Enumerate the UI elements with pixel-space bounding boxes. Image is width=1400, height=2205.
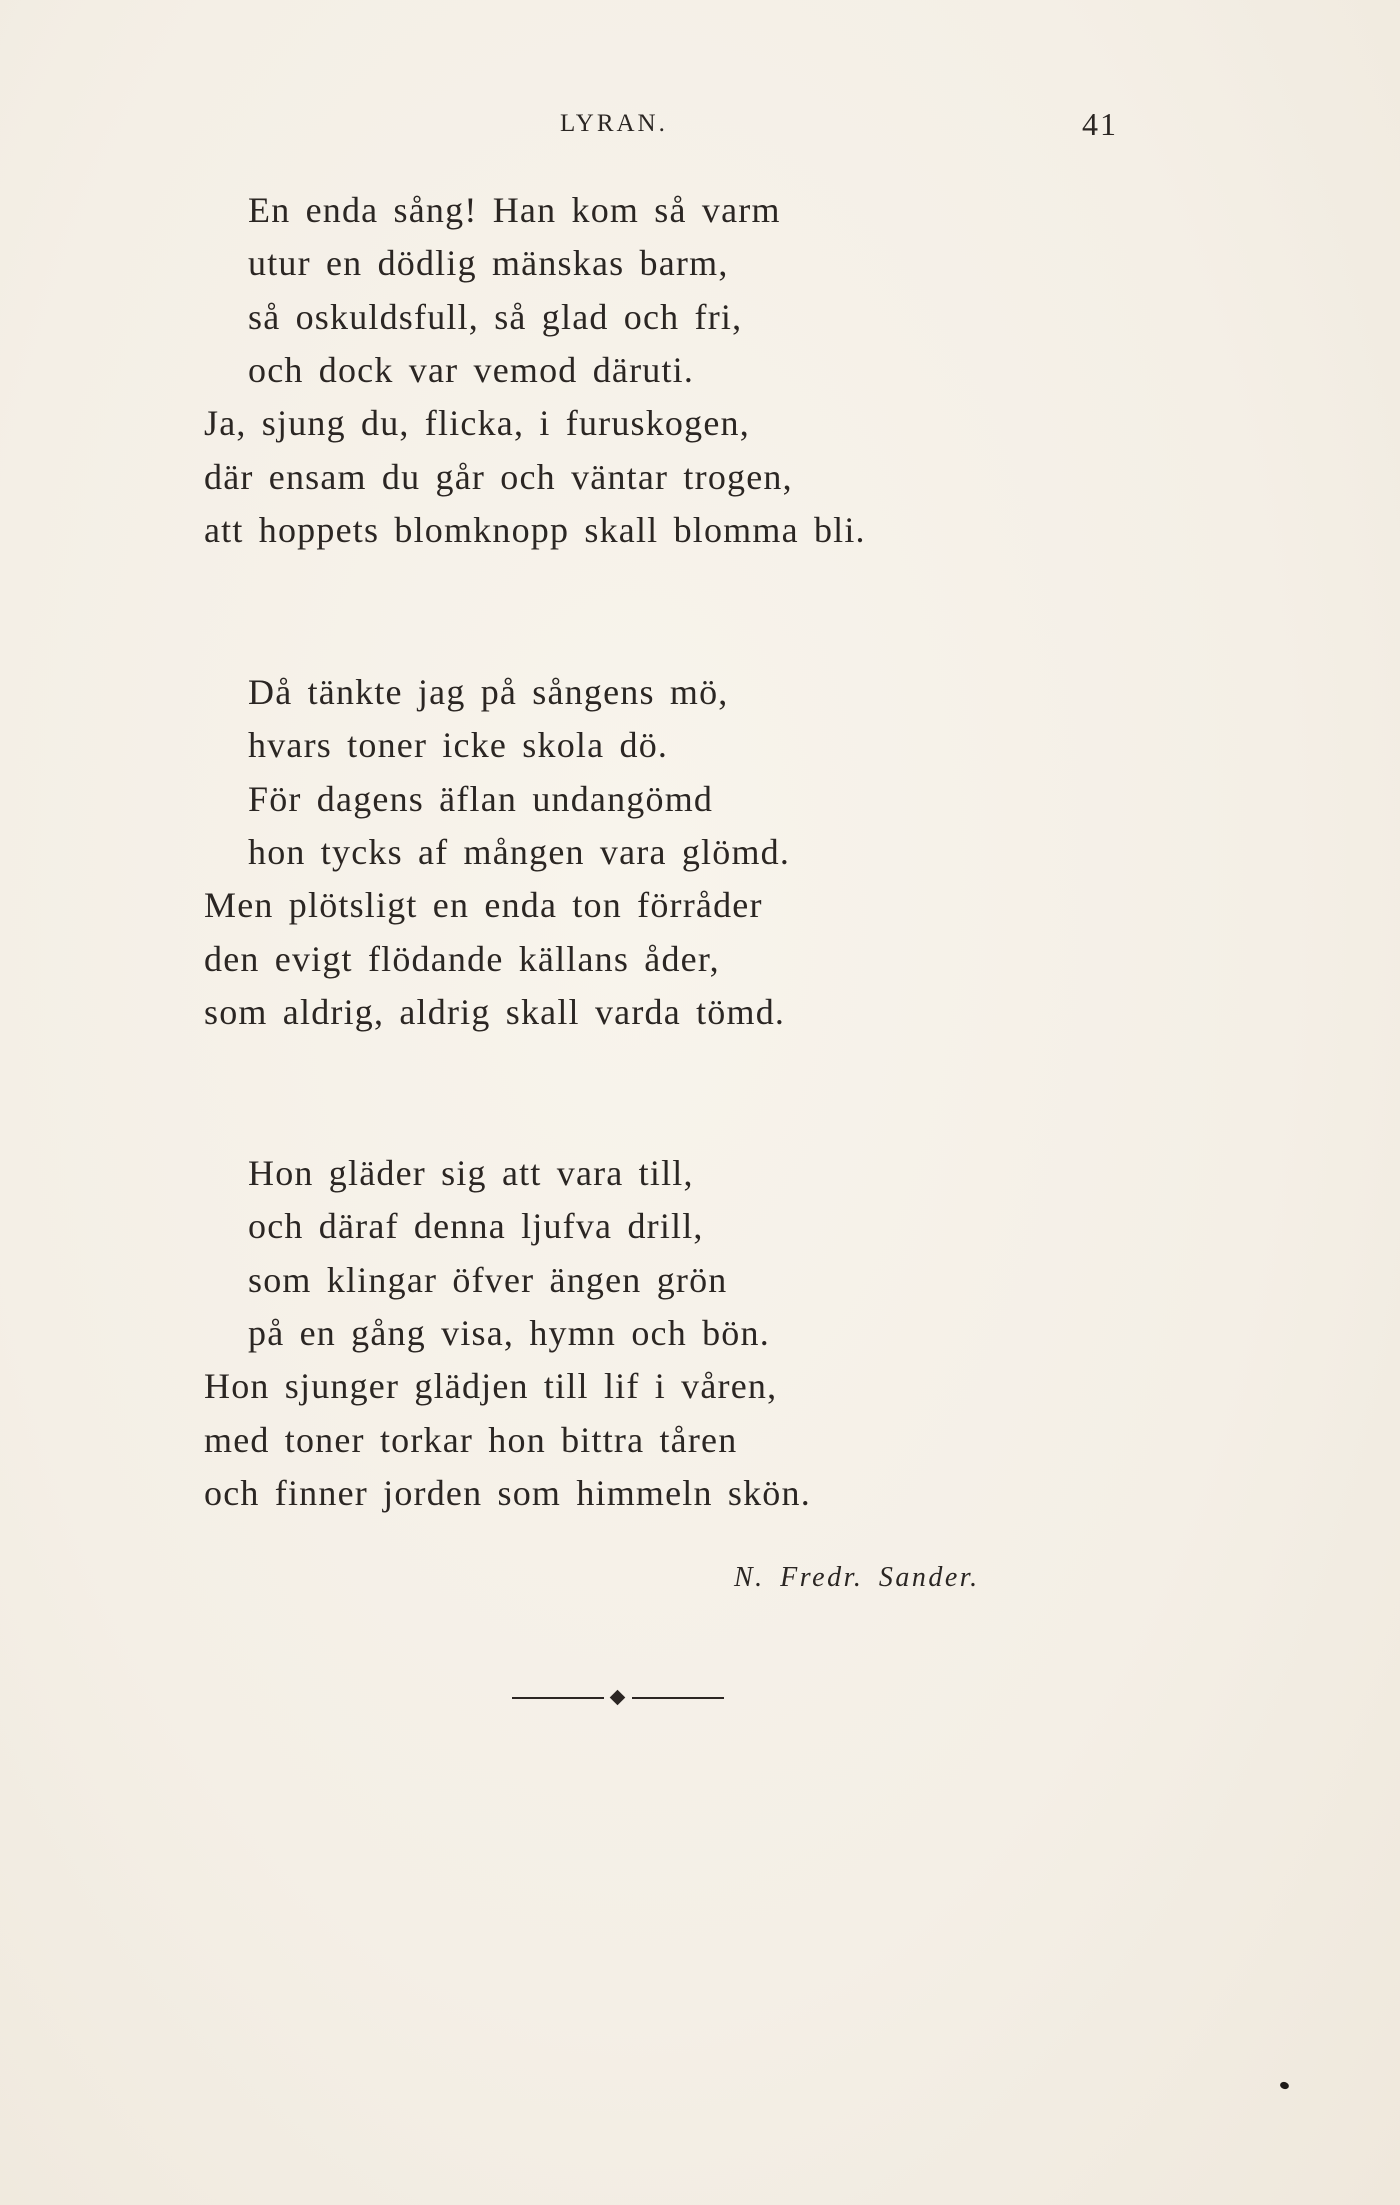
poem-line: Hon gläder sig att vara till, xyxy=(248,1153,694,1193)
poem-line: Ja, sjung du, flicka, i furuskogen, xyxy=(204,403,750,443)
poem-line: Hon sjunger glädjen till lif i våren, xyxy=(204,1366,778,1406)
poem-line: med toner torkar hon bittra tåren xyxy=(204,1420,738,1460)
poem-line: den evigt flödande källans åder, xyxy=(204,939,720,979)
diamond-icon xyxy=(610,1690,626,1706)
page-number: 41 xyxy=(1082,106,1118,142)
poem-line: Då tänkte jag på sångens mö, xyxy=(248,672,729,712)
divider-rule-right xyxy=(632,1697,724,1699)
poem-line: där ensam du går och väntar trogen, xyxy=(204,457,793,497)
poem-line: För dagens äflan undangömd xyxy=(248,779,714,819)
poem-line: att hoppets blomknopp skall blomma bli. xyxy=(204,510,866,550)
poem-line: utur en dödlig mänskas barm, xyxy=(248,243,729,283)
poem-line: Men plötsligt en enda ton förråder xyxy=(204,885,763,925)
running-head xyxy=(0,106,1400,146)
ink-speck xyxy=(1279,2081,1290,2091)
poem-line: hvars toner icke skola dö. xyxy=(248,725,669,765)
poem-line: och dock var vemod däruti. xyxy=(248,350,695,390)
poem-line: och finner jorden som himmeln skön. xyxy=(204,1473,811,1513)
poem-line: som aldrig, aldrig skall varda tömd. xyxy=(204,992,786,1032)
poem-line: som klingar öfver ängen grön xyxy=(248,1260,728,1300)
section-divider-ornament xyxy=(512,1688,724,1708)
divider-rule-left xyxy=(512,1697,604,1699)
running-title: LYRAN. xyxy=(560,110,668,137)
poem-line: En enda sång! Han kom så varm xyxy=(248,190,781,230)
poem-line: och däraf denna ljufva drill, xyxy=(248,1206,704,1246)
poem-line: hon tycks af mången vara glömd. xyxy=(248,832,791,872)
poem-line: så oskuldsfull, så glad och fri, xyxy=(248,297,743,337)
poem-line: på en gång visa, hymn och bön. xyxy=(248,1313,770,1353)
author-signature: N. Fredr. Sander. xyxy=(734,1562,980,1593)
